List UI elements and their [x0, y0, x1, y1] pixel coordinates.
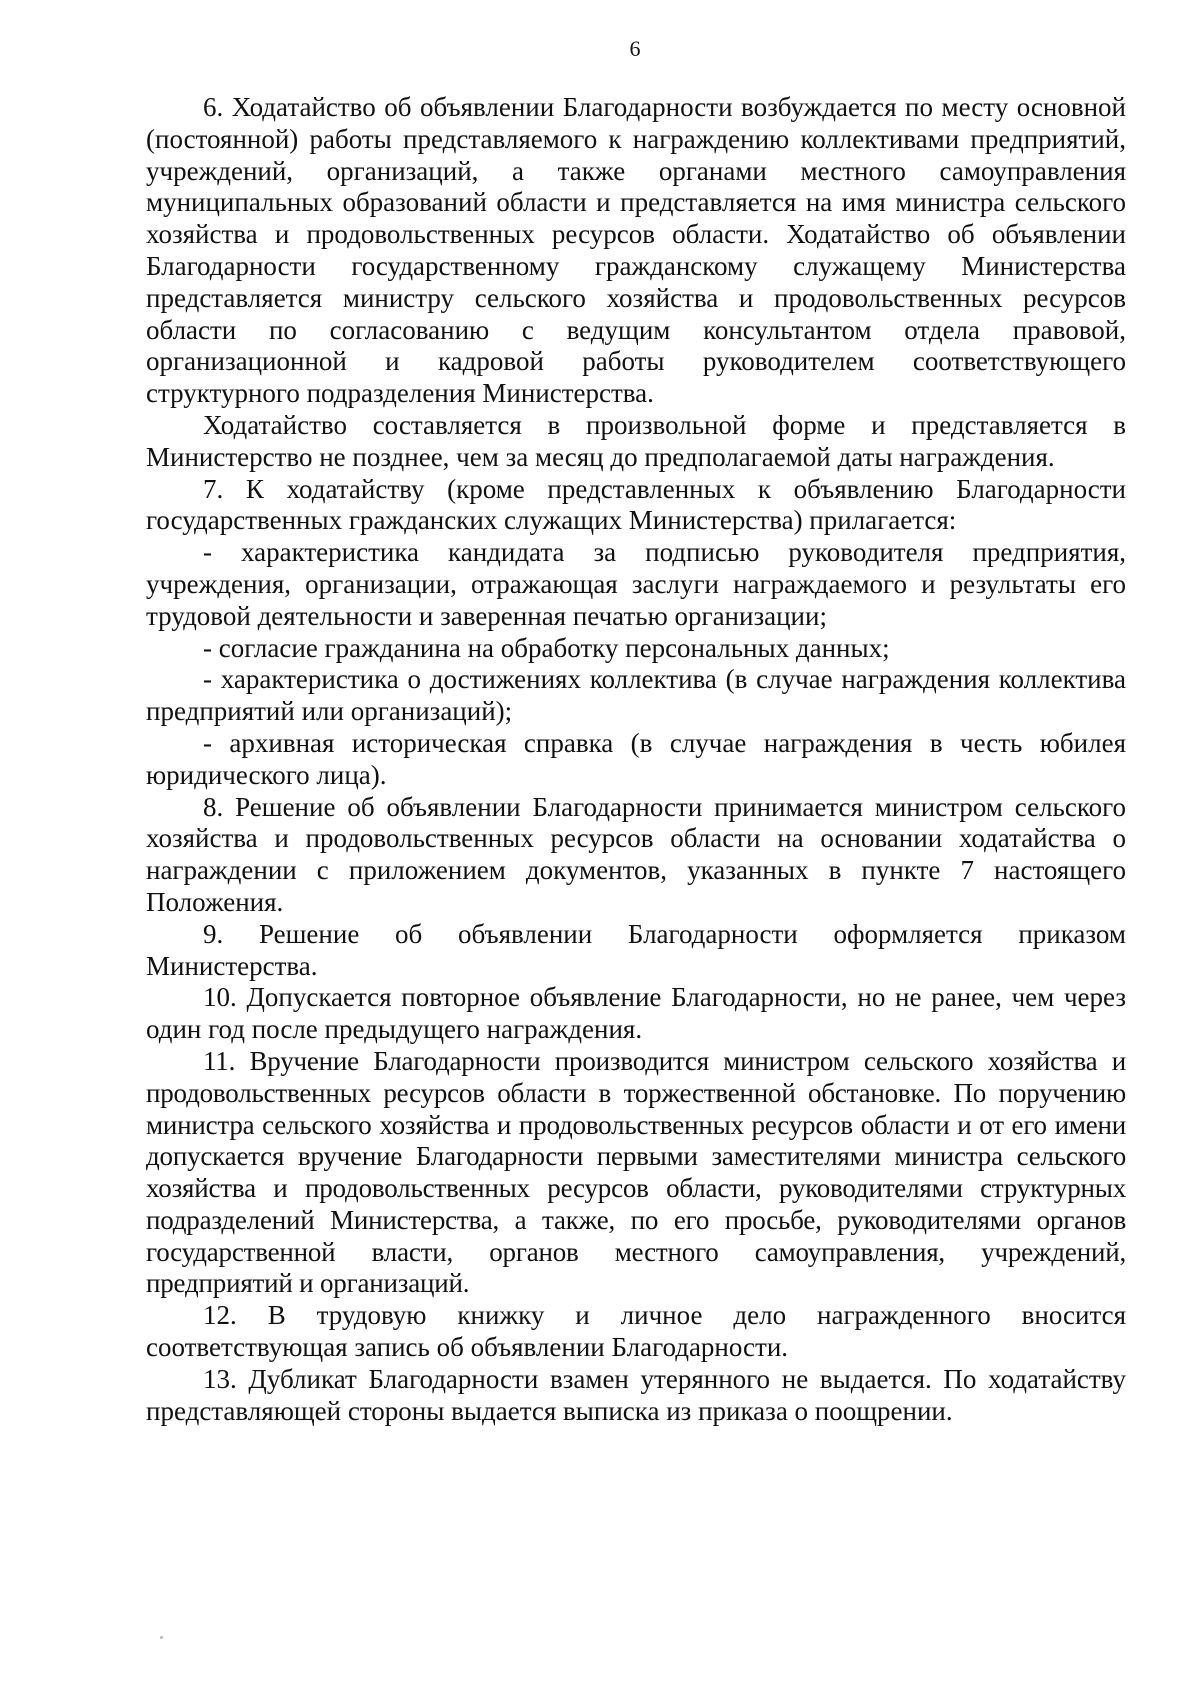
paragraph-9: 9. Решение об объявлении Благодарности оформляется приказом Министерства. [146, 918, 1126, 981]
document-body [146, 92, 1126, 1427]
paragraph-7: 7. К ходатайству (кроме представленных к объявлению Благодарности государственных гражданских служащих Министерства) прилагается: [146, 473, 1126, 536]
paragraph-8: 8. Решение об объявлении Благодарности принимается министром сельского хозяйства и продовольственных ресурсов области на основании ходатайства о награждении с приложением документов, указанных в пункте 7 настоящего Положения. [146, 791, 1126, 917]
scan-dot [160, 1636, 163, 1639]
paragraph-6: 6. Ходатайство об объявлении Благодарности возбуждается по месту основной (постоянной) работы представляемого к награждению коллективами предприятий, учреждений, организаций, а также органами местного самоуправления муниципальных образований области и представляется на имя министра сельского хозяйства и продовольственных ресурсов области. Ходатайство об объявлении Благодарности государственному гражданскому служащему Министерства представляется министру сельского хозяйства и продовольственных ресурсов области по согласованию с ведущим консультантом отдела правовой, организационной и кадровой работы руководителем соответствующего структурного подразделения Министерства. [146, 92, 1126, 409]
page-number: 6 [629, 36, 641, 61]
paragraph-11: 11. Вручение Благодарности производится министром сельского хозяйства и продовольственных ресурсов области в торжественной обстановке. По поручению министра сельского хозяйства и продовольственных ресурсов области и от его имени допускается вручение Благодарности первыми заместителями министра сельского хозяйства и продовольственных ресурсов области, руководителями структурных подразделений Министерства, а также, по его просьбе, руководителями органов государственной власти, органов местного самоуправления, учреждений, предприятий и организаций. [146, 1045, 1126, 1299]
list-item-consent: - согласие гражданина на обработку персональных данных; [203, 632, 890, 663]
list-item-archive: - архивная историческая справка (в случае награждения в честь юбилея юридического лица). [146, 727, 1126, 790]
list-item-collective: - характеристика о достижениях коллектива (в случае награждения коллектива предприятий или организаций); [146, 664, 1126, 727]
paragraph-13: 13. Дубликат Благодарности взамен утерянного не выдается. По ходатайству представляющей стороны выдается выписка из приказа о поощрении. [146, 1363, 1126, 1426]
paragraph-12: 12. В трудовую книжку и личное дело награжденного вносится соответствующая запись об объявлении Благодарности. [146, 1300, 1126, 1363]
list-item-characteristic: - характеристика кандидата за подписью руководителя предприятия, учреждения, организации, отражающая заслуги награждаемого и результаты его трудовой деятельности и заверенная печатью организации; [146, 537, 1126, 631]
paragraph-10: 10. Допускается повторное объявление Благодарности, но не ранее, чем через один год после предыдущего награждения. [146, 982, 1126, 1045]
paragraph-6-form: Ходатайство составляется в произвольной форме и представляется в Министерство не позднее, чем за месяц до предполагаемой даты награждения. [146, 409, 1126, 472]
